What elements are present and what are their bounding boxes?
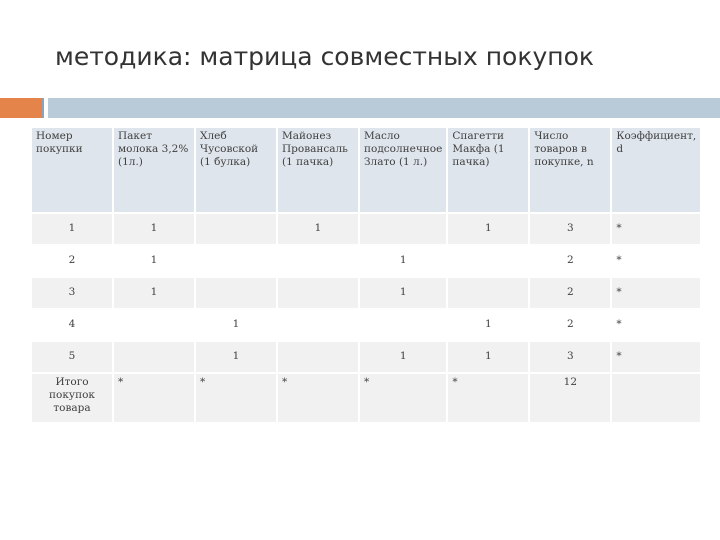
header-cell: Пакет молока 3,2% (1л.) [114,128,194,212]
cell: * [448,374,528,422]
cell: 1 [448,310,528,340]
cell [196,278,276,308]
cell: 1 [360,278,446,308]
cell: 1 [360,246,446,276]
purchase-number: 1 [32,214,112,244]
purchase-number: 3 [32,278,112,308]
coefficient: * [612,246,700,276]
coefficient: * [612,342,700,372]
item-count: 3 [530,342,610,372]
table-row [32,342,700,372]
cell: 1 [448,214,528,244]
cell [612,374,700,422]
purchase-matrix-table [30,126,702,424]
cell [278,278,358,308]
purchase-number: 2 [32,246,112,276]
accent-divider [42,98,44,118]
cell: * [114,374,194,422]
cell [360,214,446,244]
item-count: 2 [530,310,610,340]
header-cell: Масло подсолнечное Злато (1 л.) [360,128,446,212]
purchase-number: 4 [32,310,112,340]
total-count: 12 [530,374,610,422]
cell [448,278,528,308]
cell [114,342,194,372]
header-cell: Коэффициент, d [612,128,700,212]
accent-bar-blue [48,98,720,118]
cell [278,342,358,372]
cell: * [360,374,446,422]
table-row [32,246,700,276]
cell: 1 [278,214,358,244]
cell [278,246,358,276]
table-row [32,214,700,244]
coefficient: * [612,310,700,340]
coefficient: * [612,278,700,308]
item-count: 2 [530,246,610,276]
cell: 1 [114,278,194,308]
header-cell: Хлеб Чусовской (1 булка) [196,128,276,212]
cell: 1 [196,342,276,372]
cell: 1 [114,246,194,276]
cell [360,310,446,340]
header-cell: Спагетти Макфа (1 пачка) [448,128,528,212]
item-count: 2 [530,278,610,308]
cell [448,246,528,276]
header-cell: Число товаров в покупке, n [530,128,610,212]
cell: 1 [448,342,528,372]
cell: * [278,374,358,422]
cell: 1 [196,310,276,340]
accent-bar-orange [0,98,42,118]
header-cell: Майонез Провансаль (1 пачка) [278,128,358,212]
purchase-number: 5 [32,342,112,372]
coefficient: * [612,214,700,244]
table-row [32,278,700,308]
slide-title: методика: матрица совместных покупок [55,42,594,71]
table-row [32,310,700,340]
cell [114,310,194,340]
cell: * [196,374,276,422]
header-cell: Номер покупки [32,128,112,212]
total-label: Итого покупок товара [32,374,112,422]
total-row [32,374,700,422]
item-count: 3 [530,214,610,244]
cell [196,214,276,244]
cell: 1 [114,214,194,244]
cell: 1 [360,342,446,372]
cell [278,310,358,340]
header-row [32,128,700,212]
cell [196,246,276,276]
